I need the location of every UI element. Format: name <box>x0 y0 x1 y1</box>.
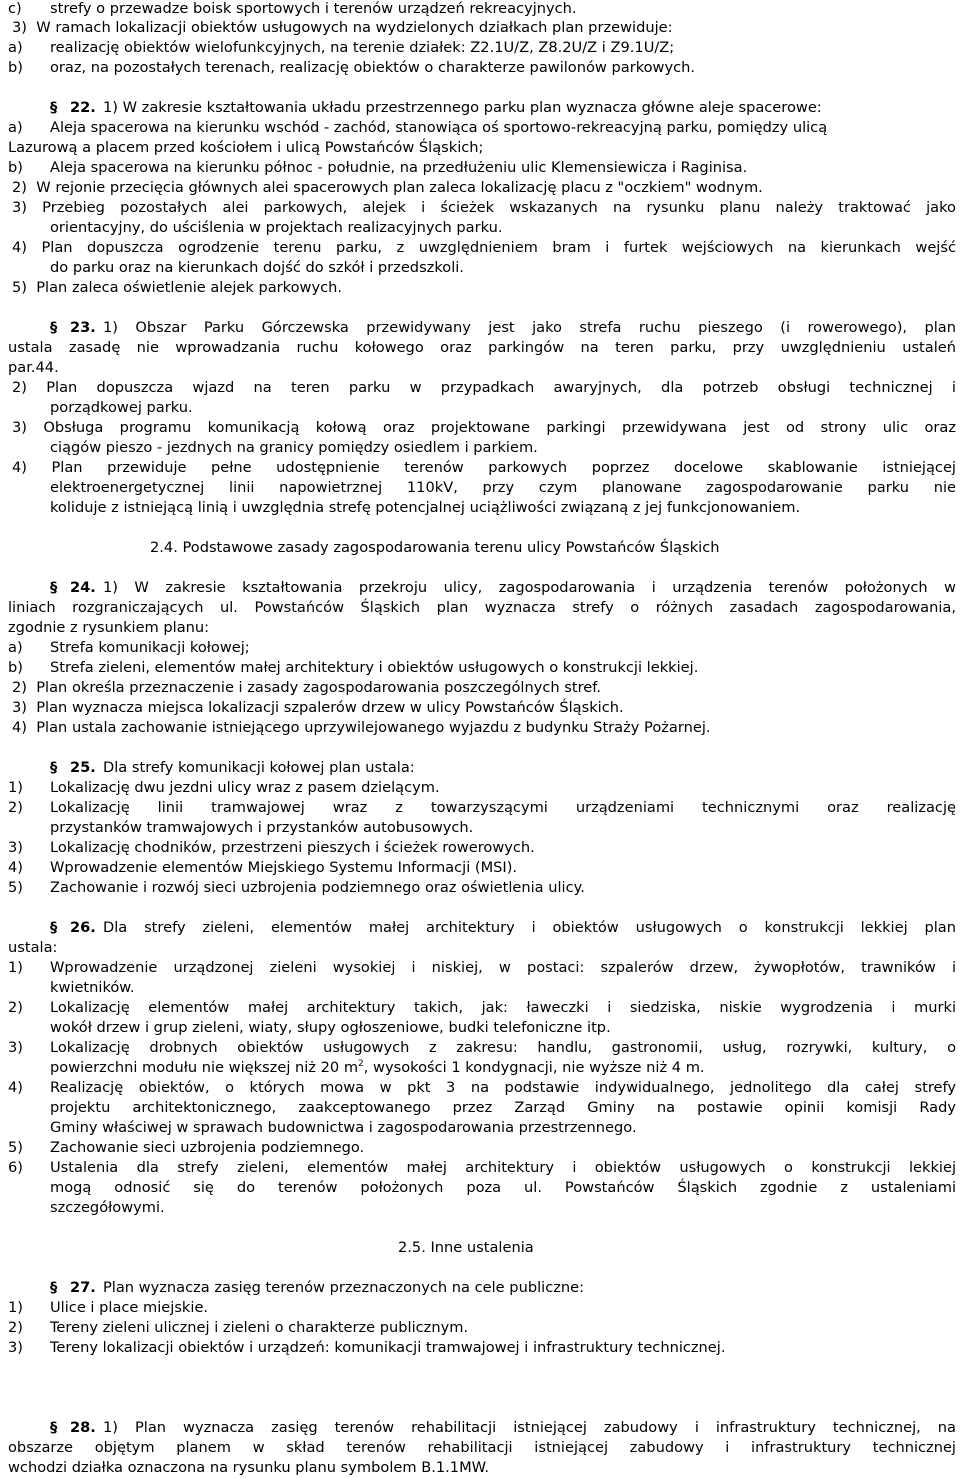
text-line: Ulice i place miejskie. <box>50 1299 209 1316</box>
list-label: 1) <box>8 779 23 796</box>
list-label: 2) <box>8 999 23 1016</box>
list-label: a) <box>8 119 23 136</box>
text-line: koliduje z istniejącą linią i uwzględnia strefę potencjalnej uciążliwości związaną z jej funkcjonowaniem. <box>50 499 801 516</box>
text-line: Aleja spacerowa na kierunku północ - południe, na przedłużeniu ulic Klemensiewicza i Raginisa. <box>50 159 748 176</box>
text-line: zgodnie z rysunkiem planu: <box>8 619 210 636</box>
text-line: Ustalenia dla strefy zieleni, elementów małej architektury i obiektów usługowych o konstrukcji lekkiej <box>50 1159 956 1176</box>
text-line: Lokalizację drobnych obiektów usługowych z zakresu: handlu, gastronomii, usług, rozrywki, kultury, o <box>50 1039 956 1056</box>
section-symbol: § <box>50 99 58 116</box>
list-label: c) <box>8 0 22 17</box>
list-label: 5) <box>8 879 23 896</box>
text-line: obszarze objętym planem w skład terenów rehabilitacji istniejącej zabudowy i infrastruktury technicznej <box>8 1439 956 1456</box>
text-part: powierzchni modułu nie większej niż 20 m <box>50 1059 359 1076</box>
text-line: Dla strefy zieleni, elementów małej architektury i obiektów usługowych o konstrukcji lekkiej plan <box>103 919 956 936</box>
text-line: Strefa zieleni, elementów małej architektury i obiektów usługowych o konstrukcji lekkiej. <box>50 659 699 676</box>
text-line: 4) Plan przewiduje pełne udostępnienie terenów parkowych poprzez docelowe skablowanie istniejącej <box>12 459 956 476</box>
list-label: b) <box>8 659 23 676</box>
text-line: Lokalizację linii tramwajowej wraz z towarzyszącymi urządzeniami technicznymi oraz realizację <box>50 799 956 816</box>
text-line: wokół drzew i grup zieleni, wiaty, słupy ogłoszeniowe, budki telefoniczne itp. <box>50 1019 611 1036</box>
list-label: b) <box>8 59 23 76</box>
list-label: 3) <box>8 1039 23 1056</box>
text-line: Realizację obiektów, o których mowa w pkt 3 na podstawie indywidualnego, jednolitego dla całej strefy <box>50 1079 956 1096</box>
text-line: Zachowanie sieci uzbrojenia podziemnego. <box>50 1139 365 1156</box>
list-label: 4) <box>8 1079 23 1096</box>
paragraph-number: 25. <box>70 759 96 776</box>
text-line: Zachowanie i rozwój sieci uzbrojenia podziemnego oraz oświetlenia ulicy. <box>50 879 585 896</box>
text-line: Wprowadzenie urządzonej zieleni wysokiej i niskiej, w postaci: szpalerów drzew, żywopłotów, trawników i <box>50 959 956 976</box>
text-line: 3) W ramach lokalizacji obiektów usługowych na wydzielonych działkach plan przewiduje: <box>12 19 673 36</box>
list-label: a) <box>8 39 23 56</box>
text-line: 1) W zakresie kształtowania układu przestrzennego parku plan wyznacza główne aleje spacerowe: <box>103 99 822 116</box>
text-line: Lokalizację dwu jezdni ulicy wraz z pasem dzielącym. <box>50 779 440 796</box>
text-line: 2) Plan dopuszcza wjazd na teren parku w przypadkach awaryjnych, dla potrzeb obsługi technicznej i <box>12 379 956 396</box>
paragraph-number: 26. <box>70 919 96 936</box>
section-symbol: § <box>50 759 58 776</box>
list-label: 3) <box>8 1339 23 1356</box>
text-line: Aleja spacerowa na kierunku wschód - zachód, stanowiąca oś sportowo-rekreacyjną parku, pomiędzy ulicą <box>50 119 828 136</box>
text-line: strefy o przewadze boisk sportowych i terenów urządzeń rekreacyjnych. <box>50 0 577 17</box>
list-label: a) <box>8 639 23 656</box>
text-line: szczegółowymi. <box>50 1199 165 1216</box>
text-line: 3) Plan wyznacza miejsca lokalizacji szpalerów drzew w ulicy Powstańców Śląskich. <box>12 699 624 716</box>
text-line: 4) Plan ustala zachowanie istniejącego uprzywilejowanego wyjazdu z budynku Straży Pożarnej. <box>12 719 711 736</box>
list-label: 6) <box>8 1159 23 1176</box>
text-line: Tereny zieleni ulicznej i zieleni o charakterze publicznym. <box>50 1319 469 1336</box>
list-label: 5) <box>8 1139 23 1156</box>
paragraph-number: 23. <box>70 319 96 336</box>
text-line: Plan wyznacza zasięg terenów przeznaczonych na cele publiczne: <box>103 1279 585 1296</box>
text-line: ustala zasadę nie wprowadzania ruchu kołowego oraz parkingów na teren parku, przy uwzględnieniu ustaleń <box>8 339 956 356</box>
text-line: 2) Plan określa przeznaczenie i zasady zagospodarowania poszczególnych stref. <box>12 679 601 696</box>
section-heading: 2.5. Inne ustalenia <box>398 1239 534 1256</box>
text-line: 3) Obsługa programu komunikacją kołową oraz projektowane parkingi przewidywana jest od strony ulic oraz <box>12 419 956 436</box>
text-line: par.44. <box>8 359 59 376</box>
paragraph-number: 24. <box>70 579 96 596</box>
text-line: Wprowadzenie elementów Miejskiego Systemu Informacji (MSI). <box>50 859 518 876</box>
text-line: ciągów pieszo - jezdnych na granicy pomiędzy osiedlem i parkiem. <box>50 439 538 456</box>
text-line: 1) Plan wyznacza zasięg terenów rehabilitacji istniejącej zabudowy i infrastruktury technicznej, na <box>103 1419 956 1436</box>
text-line: 4) Plan dopuszcza ogrodzenie terenu parku, z uwzględnieniem bram i furtek wejściowych na kierunkach wejść <box>12 239 956 256</box>
text-line: Gminy właściwej w sprawach budownictwa i zagospodarowania przestrzennego. <box>50 1119 637 1136</box>
text-line: liniach rozgraniczających ul. Powstańców Śląskich plan wyznacza strefy o różnych zasadach zagospodarowania, <box>8 599 956 616</box>
superscript: 2 <box>358 1059 364 1070</box>
list-label: 2) <box>8 1319 23 1336</box>
text-line <box>50 1059 705 1078</box>
text-line: porządkowej parku. <box>50 399 193 416</box>
text-line: 3) Przebieg pozostałych alei parkowych, alejek i ścieżek wskazanych na rysunku planu należy traktować jako <box>12 199 956 216</box>
list-label: 3) <box>8 839 23 856</box>
text-line: projektu architektonicznego, zaakceptowanego przez Zarząd Gminy na postawie opinii komisji Rady <box>50 1099 956 1116</box>
text-line: 1) Obszar Parku Górczewska przewidywany jest jako strefa ruchu pieszego (i rowerowego), plan <box>103 319 956 336</box>
paragraph-number: 22. <box>70 99 96 116</box>
text-part: , wysokości 1 kondygnacji, nie wyższe niż 4 m. <box>363 1059 705 1076</box>
list-label: 2) <box>8 799 23 816</box>
text-line: Strefa komunikacji kołowej; <box>50 639 250 656</box>
section-heading: 2.4. Podstawowe zasady zagospodarowania terenu ulicy Powstańców Śląskich <box>150 539 720 556</box>
text-line: kwietników. <box>50 979 135 996</box>
paragraph-number: 28. <box>70 1419 96 1436</box>
text-line: oraz, na pozostałych terenach, realizację obiektów o charakterze pawilonów parkowych. <box>50 59 696 76</box>
section-symbol: § <box>50 579 58 596</box>
text-line: 5) Plan zaleca oświetlenie alejek parkowych. <box>12 279 343 296</box>
text-line: Lokalizację chodników, przestrzeni pieszych i ścieżek rowerowych. <box>50 839 535 856</box>
paragraph-number: 27. <box>70 1279 96 1296</box>
text-line: Lokalizację elementów małej architektury takich, jak: ławeczki i siedziska, niskie wygrodzenia i murki <box>50 999 956 1016</box>
text-line: Tereny lokalizacji obiektów i urządzeń: komunikacji tramwajowej i infrastruktury technicznej. <box>50 1339 726 1356</box>
section-symbol: § <box>50 319 58 336</box>
list-label: 4) <box>8 859 23 876</box>
section-symbol: § <box>50 1279 58 1296</box>
text-line: 1) W zakresie kształtowania przekroju ulicy, zagospodarowania i urządzenia terenów położonych w <box>103 579 956 596</box>
text-line: do parku oraz na kierunkach dojść do szkół i przedszkoli. <box>50 259 464 276</box>
section-symbol: § <box>50 1419 58 1436</box>
text-line: elektroenergetycznej linii napowietrznej 110kV, przy czym planowane zagospodarowanie parku nie <box>50 479 956 496</box>
text-line: mogą odnosić się do terenów położonych poza ul. Powstańców Śląskich zgodnie z ustaleniami <box>50 1179 956 1196</box>
list-label: 1) <box>8 1299 23 1316</box>
text-line: Dla strefy komunikacji kołowej plan ustala: <box>103 759 415 776</box>
section-symbol: § <box>50 919 58 936</box>
text-line: realizację obiektów wielofunkcyjnych, na terenie działek: Z2.1U/Z, Z8.2U/Z i Z9.1U/Z; <box>50 39 675 56</box>
text-line: wchodzi działka oznaczona na rysunku planu symbolem B.1.1MW. <box>8 1459 490 1476</box>
text-line: Lazurową a placem przed kościołem i ulicą Powstańców Śląskich; <box>8 139 484 156</box>
text-line: orientacyjny, do uściślenia w projektach realizacyjnych parku. <box>50 219 503 236</box>
list-label: 1) <box>8 959 23 976</box>
text-line: 2) W rejonie przecięcia głównych alei spacerowych plan zaleca lokalizację placu z "oczkiem" wodnym. <box>12 179 763 196</box>
text-line: ustala: <box>8 939 58 956</box>
text-line: przystanków tramwajowych i przystanków autobusowych. <box>50 819 474 836</box>
list-label: b) <box>8 159 23 176</box>
